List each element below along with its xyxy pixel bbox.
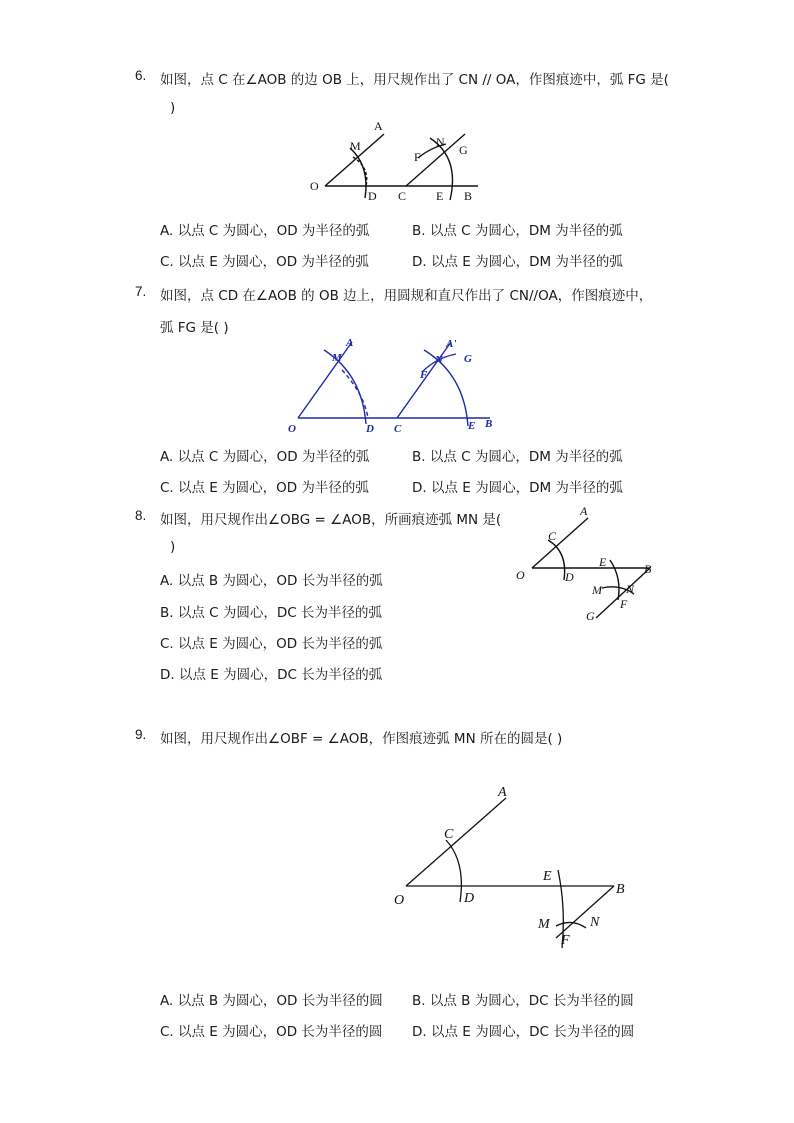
label-O: O	[394, 893, 405, 908]
option-b[interactable]: B. 以点 C 为圆心，DM 为半径的弧	[412, 223, 623, 239]
label-A: A	[580, 504, 588, 518]
label-D: D	[565, 570, 574, 584]
option-d[interactable]: D. 以点 E 为圆心，DM 为半径的弧	[412, 254, 623, 270]
option-b[interactable]: B. 以点 C 为圆心，DM 为半径的弧	[412, 449, 623, 465]
label-D: D	[366, 423, 374, 435]
label-C: C	[398, 189, 407, 203]
option-d[interactable]: D. 以点 E 为圆心，DC 长为半径的圆	[412, 1024, 635, 1040]
label-M: M	[332, 352, 342, 364]
label-B: B	[644, 562, 652, 576]
label-A: A	[374, 119, 383, 133]
question-number: 7.	[135, 284, 147, 299]
option-c[interactable]: C. 以点 E 为圆心，OD 长为半径的弧	[160, 636, 383, 652]
label-C: C	[394, 423, 402, 435]
option-c[interactable]: C. 以点 E 为圆心，OD 长为半径的圆	[160, 1024, 383, 1040]
label-N: N	[436, 135, 445, 149]
label-M: M	[592, 583, 602, 597]
label-M: M	[350, 139, 361, 153]
label-O: O	[310, 179, 319, 193]
label-F: F	[414, 150, 421, 164]
label-N: N	[590, 915, 600, 930]
figure-q9	[388, 778, 640, 950]
label-F: F	[620, 597, 628, 611]
question-stem-cont: )	[170, 539, 176, 555]
label-A-prime: A'	[446, 338, 457, 350]
option-c[interactable]: C. 以点 E 为圆心，OD 为半径的弧	[160, 480, 369, 496]
option-a[interactable]: A. 以点 C 为圆心，OD 为半径的弧	[160, 223, 370, 239]
option-a[interactable]: A. 以点 B 为圆心，OD 长为半径的圆	[160, 993, 383, 1009]
label-F: F	[420, 369, 428, 381]
question-stem-cont: )	[170, 100, 176, 116]
option-c[interactable]: C. 以点 E 为圆心，OD 为半径的弧	[160, 254, 369, 270]
label-B: B	[464, 189, 473, 203]
label-E: E	[543, 869, 552, 884]
label-B: B	[616, 882, 625, 897]
option-b[interactable]: B. 以点 B 为圆心，DC 长为半径的圆	[412, 993, 634, 1009]
label-E: E	[436, 189, 444, 203]
question-number: 6.	[135, 68, 147, 83]
label-D: D	[368, 189, 377, 203]
label-G: G	[586, 609, 595, 623]
question-stem: 如图，用尺规作出∠OBG = ∠AOB，所画痕迹弧 MN 是(	[160, 512, 502, 528]
label-B: B	[485, 418, 493, 430]
label-N: N	[435, 354, 443, 366]
question-number: 9.	[135, 727, 147, 742]
label-O: O	[516, 568, 525, 582]
label-O: O	[288, 423, 296, 435]
label-D: D	[464, 891, 475, 906]
figure-q8	[510, 500, 670, 628]
question-number: 8.	[135, 508, 147, 523]
label-N: N	[626, 582, 635, 596]
question-stem: 如图，点 C 在∠AOB 的边 OB 上，用尺规作出了 CN // OA，作图痕迹中，弧 FG 是(	[160, 72, 669, 88]
option-a[interactable]: A. 以点 C 为圆心，OD 为半径的弧	[160, 449, 370, 465]
label-A: A	[346, 337, 354, 349]
label-F: F	[561, 933, 570, 948]
question-stem-cont: 弧 FG 是( )	[160, 320, 229, 336]
label-G: G	[464, 353, 472, 365]
label-E: E	[599, 555, 607, 569]
question-stem: 如图，点 CD 在∠AOB 的 OB 边上，用圆规和直尺作出了 CN//OA，作图痕迹中，	[160, 288, 653, 304]
label-C: C	[444, 827, 454, 842]
option-d[interactable]: D. 以点 E 为圆心，DM 为半径的弧	[412, 480, 623, 496]
figure-q7	[284, 334, 506, 436]
label-A: A	[498, 785, 507, 800]
option-a[interactable]: A. 以点 B 为圆心，OD 长为半径的弧	[160, 573, 383, 589]
option-b[interactable]: B. 以点 C 为圆心，DC 长为半径的弧	[160, 605, 382, 621]
figure-q6	[300, 118, 490, 206]
option-d[interactable]: D. 以点 E 为圆心，DC 长为半径的弧	[160, 667, 383, 683]
question-stem: 如图，用尺规作出∠OBF = ∠AOB，作图痕迹弧 MN 所在的圆是( )	[160, 731, 563, 747]
label-C: C	[548, 529, 557, 543]
label-M: M	[538, 917, 550, 932]
label-E: E	[468, 420, 476, 432]
label-G: G	[459, 143, 468, 157]
